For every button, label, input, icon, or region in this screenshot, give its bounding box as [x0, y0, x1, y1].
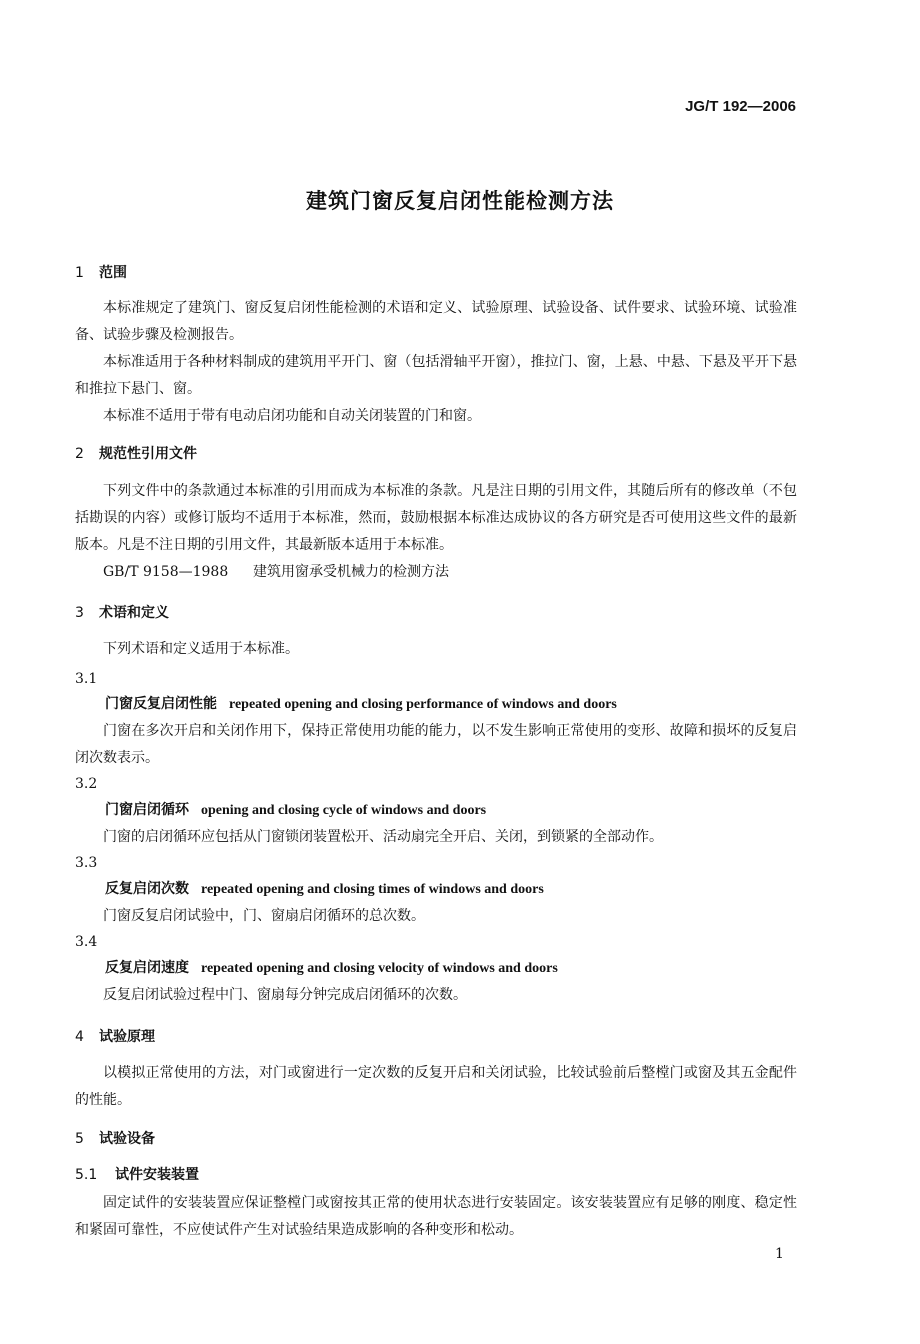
term-zh: 门窗反复启闭性能	[105, 696, 217, 712]
term-definition: 门窗的启闭循环应包括从门窗锁闭装置松开、活动扇完全开启、关闭，到锁紧的全部动作。	[103, 829, 663, 845]
section-title: 范围	[99, 265, 127, 281]
section-3-heading	[75, 602, 797, 622]
normative-reference	[75, 559, 797, 586]
section-1-heading	[75, 262, 797, 282]
section-3-body	[75, 636, 797, 1009]
section-1-body	[75, 295, 797, 430]
term-zh: 反复启闭速度	[105, 960, 189, 976]
term-en: repeated opening and closing times of windows and doors	[201, 882, 544, 897]
section-number: 2	[75, 446, 84, 462]
term-zh: 反复启闭次数	[105, 881, 189, 897]
section-number: 5	[75, 1131, 84, 1147]
paragraph: 本标准适用于各种材料制成的建筑用平开门、窗（包括滑轴平开窗），推拉门、窗，上悬、中悬、下悬及平开下悬和推拉下悬门、窗。	[75, 354, 797, 397]
page-number: 1	[775, 1246, 784, 1262]
section-4-heading	[75, 1026, 797, 1046]
term-en: repeated opening and closing velocity of windows and doors	[201, 961, 558, 976]
section-title: 规范性引用文件	[99, 446, 197, 462]
term-en: repeated opening and closing performance of windows and doors	[229, 697, 617, 712]
term-number: 3.4	[75, 934, 98, 950]
term-entry	[75, 955, 797, 982]
term-zh: 门窗启闭循环	[105, 802, 189, 818]
section-title: 术语和定义	[99, 605, 169, 621]
paragraph: 本标准规定了建筑门、窗反复启闭性能检测的术语和定义、试验原理、试验设备、试件要求、试验环境、试验准备、试验步骤及检测报告。	[75, 300, 797, 343]
term-definition: 门窗在多次开启和关闭作用下，保持正常使用功能的能力，以不发生影响正常使用的变形、故障和损坏的反复启闭次数表示。	[75, 723, 797, 766]
section-2-heading	[75, 443, 797, 463]
paragraph: 本标准不适用于带有电动启闭功能和自动关闭装置的门和窗。	[103, 408, 481, 424]
term-entry	[75, 876, 797, 903]
term-entry	[75, 797, 797, 824]
term-definition: 门窗反复启闭试验中，门、窗扇启闭循环的总次数。	[103, 908, 425, 924]
reference-title: 建筑用窗承受机械力的检测方法	[253, 564, 449, 580]
paragraph: 固定试件的安装装置应保证整樘门或窗按其正常的使用状态进行安装固定。该安装装置应有足够的刚度、稳定性和紧固可靠性，不应使试件产生对试验结果造成影响的各种变形和松动。	[75, 1195, 797, 1238]
paragraph: 下列文件中的条款通过本标准的引用而成为本标准的条款。凡是注日期的引用文件，其随后所有的修改单（不包括勘误的内容）或修订版均不适用于本标准，然而，鼓励根据本标准达成协议的各方研究是否可使用这些文件的最新版本。凡是不注日期的引用文件，其最新版本适用于本标准。	[75, 483, 797, 553]
paragraph: 下列术语和定义适用于本标准。	[103, 641, 299, 657]
term-number: 3.3	[75, 855, 98, 871]
paragraph: 以模拟正常使用的方法，对门或窗进行一定次数的反复开启和关闭试验，比较试验前后整樘门或窗及其五金配件的性能。	[75, 1065, 797, 1108]
section-5-heading	[75, 1128, 797, 1148]
subsection-5-1-body	[75, 1190, 797, 1244]
section-4-body	[75, 1060, 797, 1114]
subsection-number: 5.1	[75, 1167, 98, 1183]
term-entry	[75, 691, 797, 718]
standard-code: JG/T 192—2006	[685, 98, 796, 115]
term-en: opening and closing cycle of windows and doors	[201, 803, 487, 818]
section-number: 1	[75, 265, 84, 281]
section-2-body	[75, 478, 797, 586]
section-number: 4	[75, 1029, 84, 1045]
section-title: 试验原理	[99, 1029, 155, 1045]
term-number: 3.2	[75, 776, 98, 792]
term-definition: 反复启闭试验过程中门、窗扇每分钟完成启闭循环的次数。	[103, 987, 467, 1003]
subsection-title: 试件安装装置	[115, 1167, 199, 1183]
section-title: 试验设备	[99, 1131, 155, 1147]
reference-code: GB/T 9158—1988	[103, 564, 229, 580]
document-title: 建筑门窗反复启闭性能检测方法	[306, 189, 614, 213]
term-number: 3.1	[75, 671, 98, 687]
section-number: 3	[75, 605, 84, 621]
subsection-5-1-heading	[75, 1164, 797, 1184]
